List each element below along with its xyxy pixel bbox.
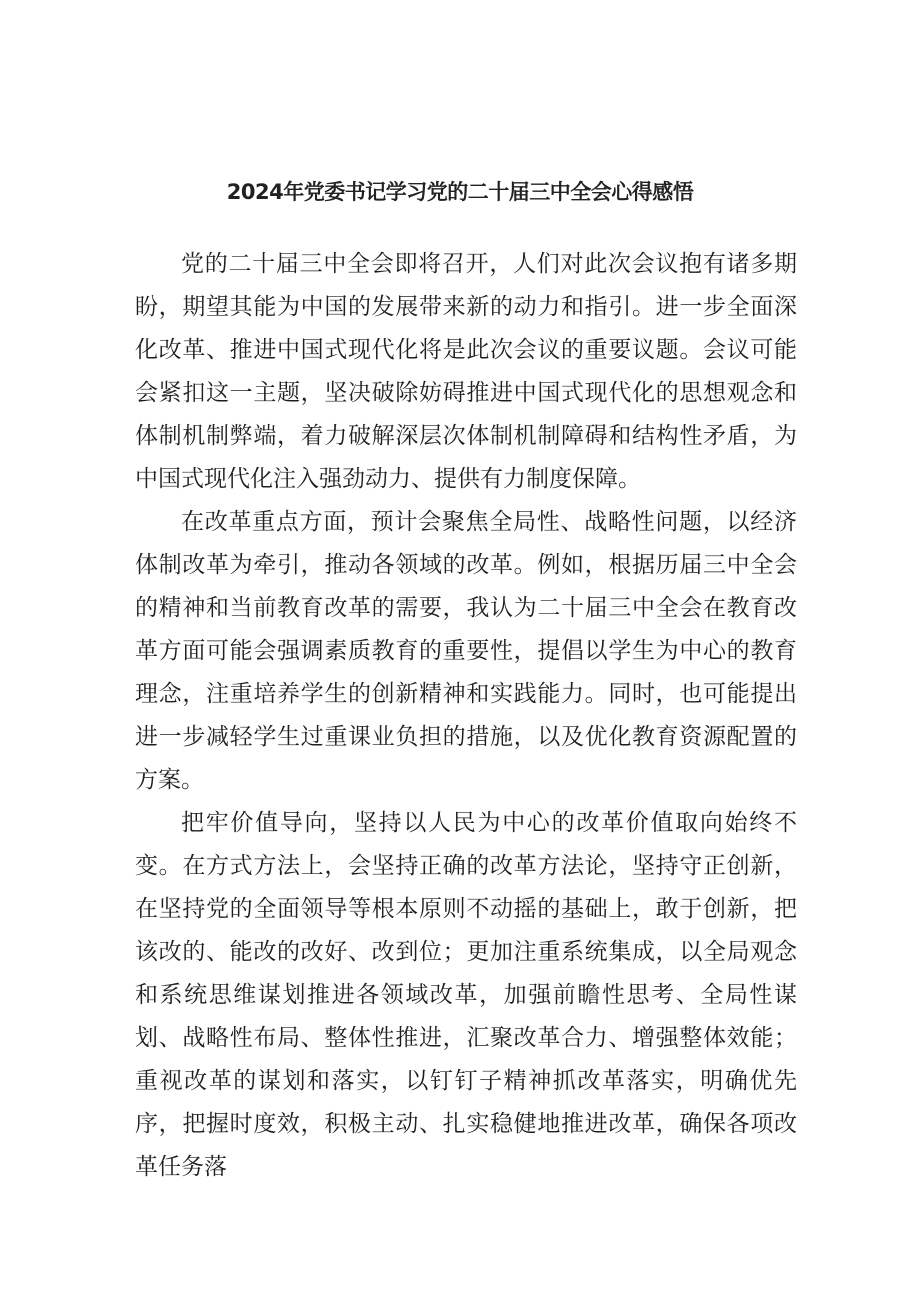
- paragraph-1: 党的二十届三中全会即将召开，人们对此次会议抱有诸多期盼，期望其能为中国的发展带来新的动力和指引。进一步全面深化改革、推进中国式现代化将是此次会议的重要议题。会议可能会紧扣这一主题，坚决破除妨碍推进中国式现代化的思想观念和体制机制弊端，着力破解深层次体制机制障碍和结构性矛盾，为中国式现代化注入强劲动力、提供有力制度保障。: [135, 251, 797, 492]
- document-title: 2024年党委书记学习党的二十届三中全会心得感悟: [226, 180, 694, 204]
- paragraph-2: 在改革重点方面，预计会聚焦全局性、战略性问题，以经济体制改革为牵引，推动各领域的改革。例如，根据历届三中全会的精神和当前教育改革的需要，我认为二十届三中全会在教育改革方面可能会强调素质教育的重要性，提倡以学生为中心的教育理念，注重培养学生的创新精神和实践能力。同时，也可能提出进一步减轻学生过重课业负担的措施，以及优化教育资源配置的方案。: [135, 509, 797, 793]
- paragraph-3: 把牢价值导向，坚持以人民为中心的改革价值取向始终不变。在方式方法上，会坚持正确的改革方法论，坚持守正创新，在坚持党的全面领导等根本原则不动摇的基础上，敢于创新，把该改的、能改的改好、改到位；更加注重系统集成，以全局观念和系统思维谋划推进各领域改革，加强前瞻性思考、全局性谋划、战略性布局、整体性推进，汇聚改革合力、增强整体效能；重视改革的谋划和落实，以钉钉子精神抓改革落实，明确优先序，把握时度效，积极主动、扎实稳健地推进改革，确保各项改革任务落: [135, 810, 797, 1180]
- document-body: [135, 222, 797, 1189]
